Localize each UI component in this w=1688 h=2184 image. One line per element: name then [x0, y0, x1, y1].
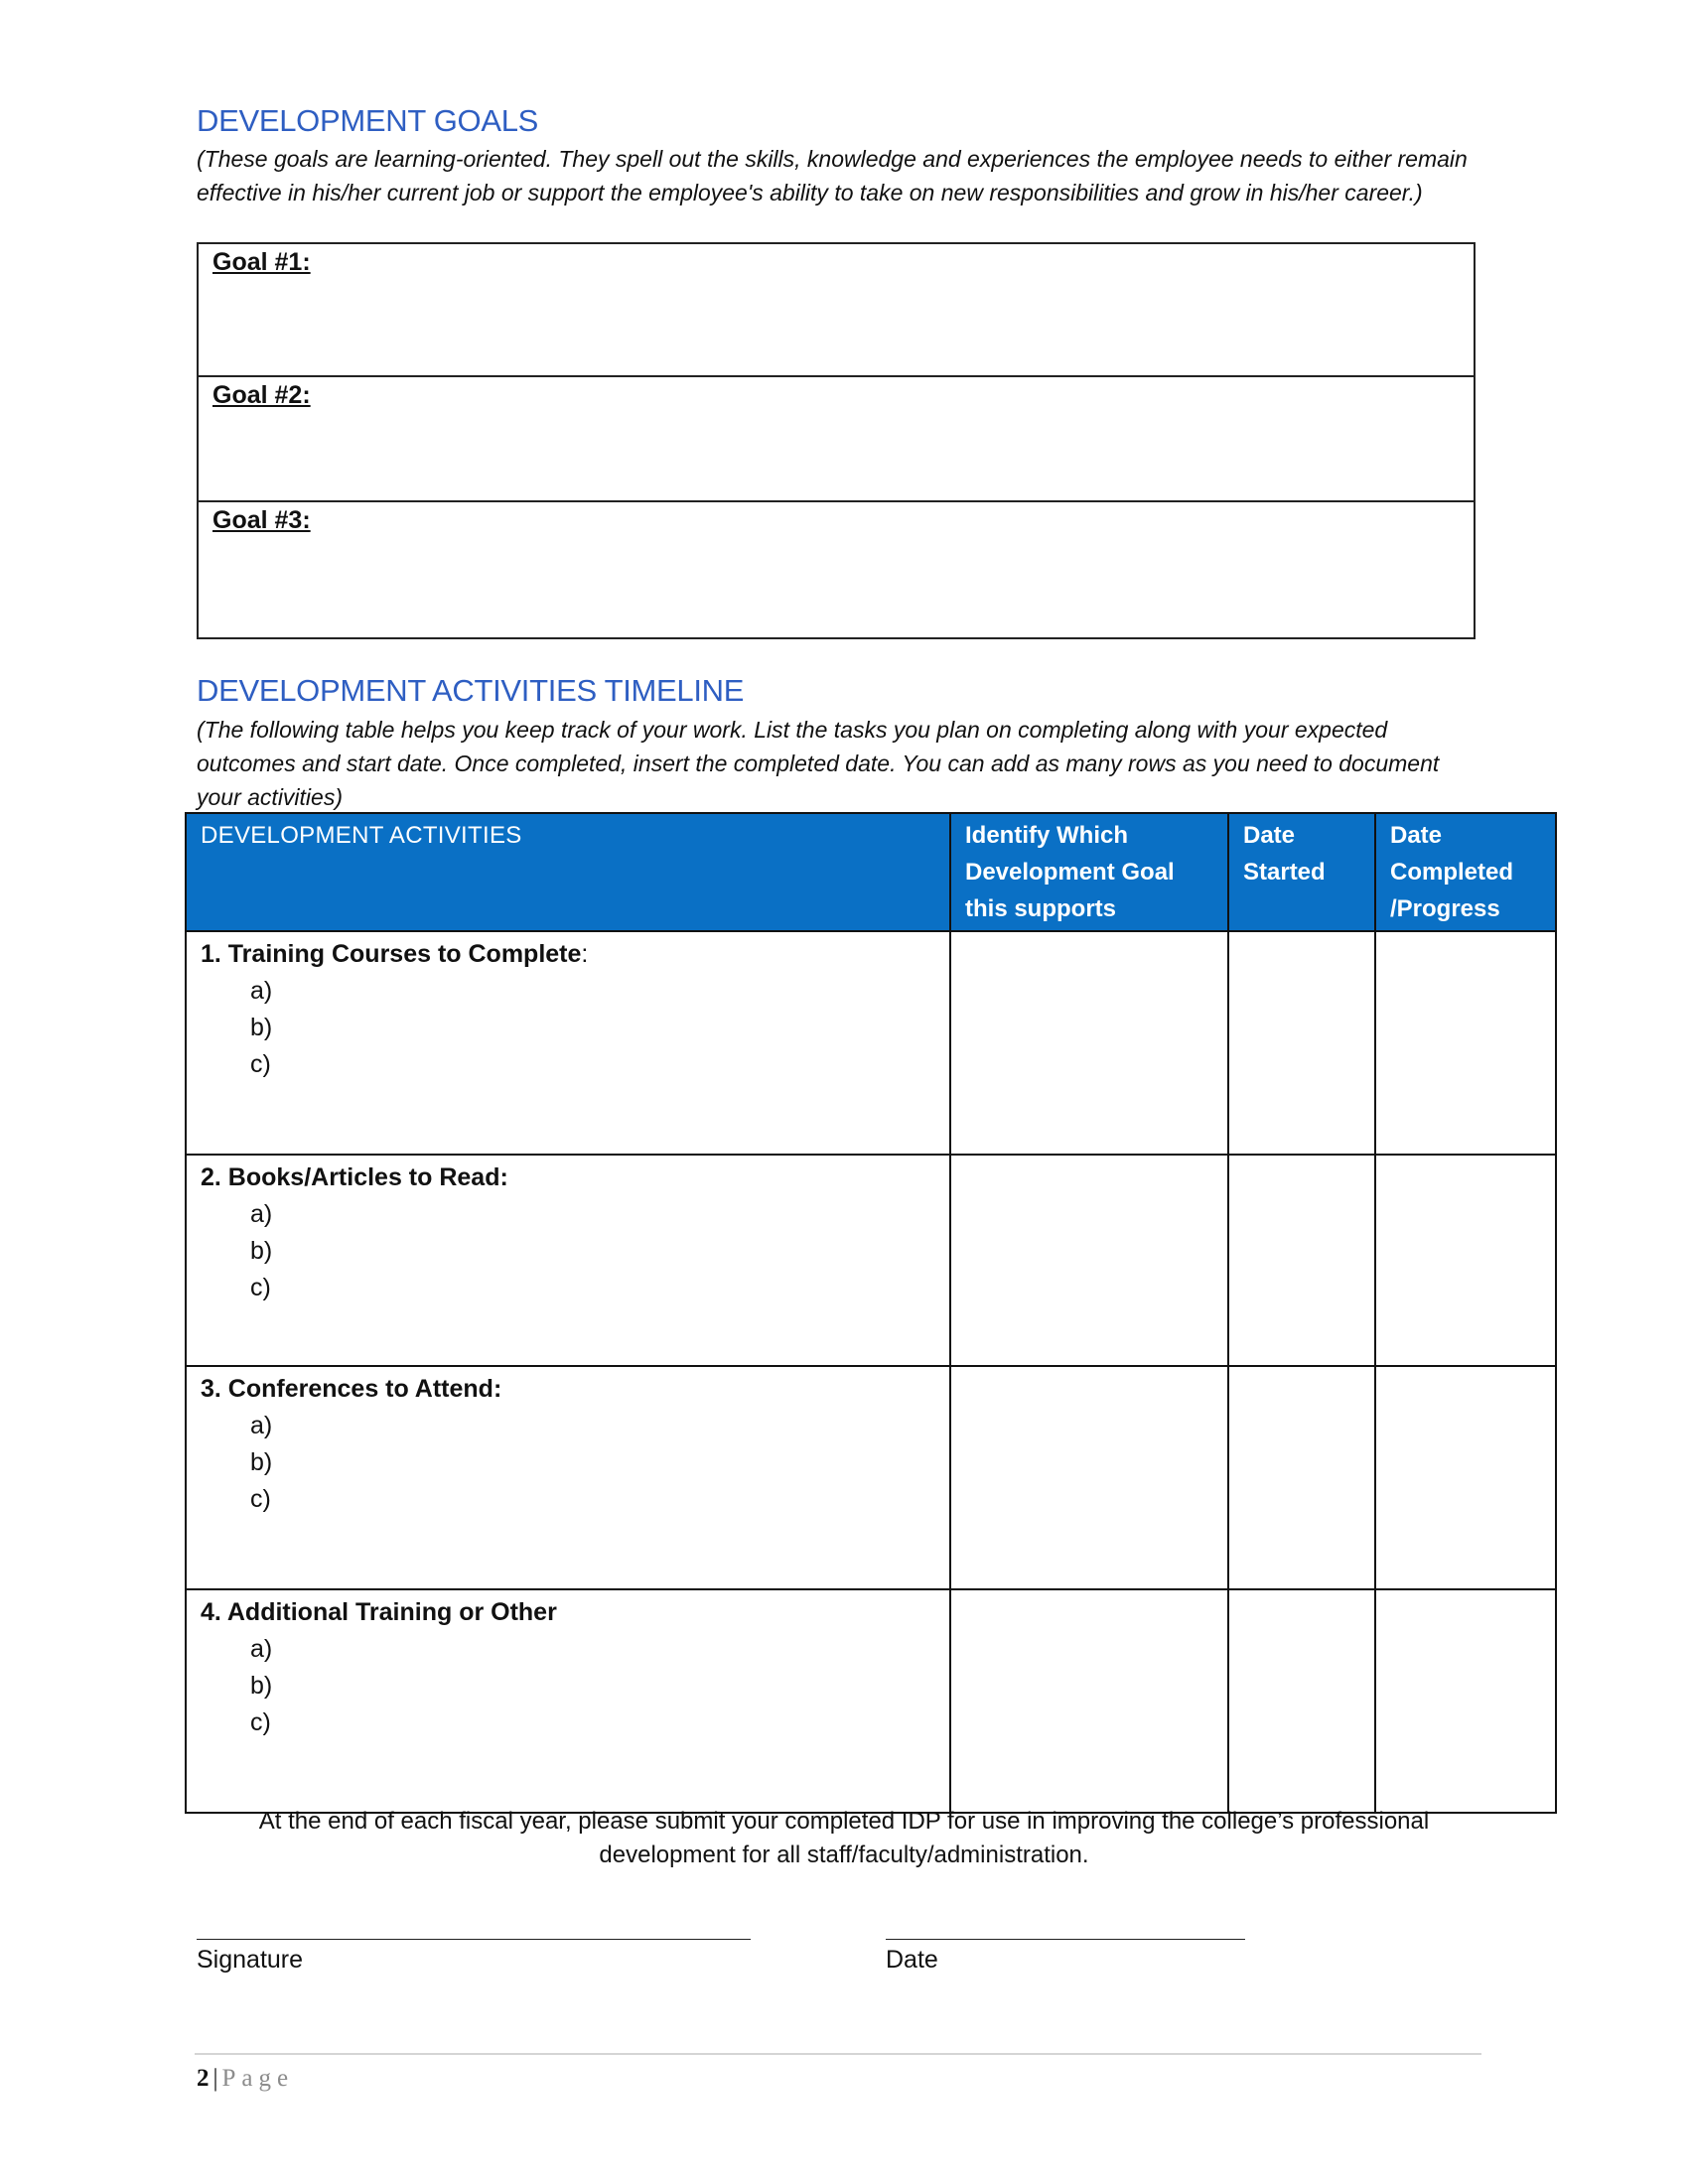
goal-3-field[interactable] [198, 501, 1475, 638]
page-number: 2 [197, 2065, 210, 2092]
date-completed-cell[interactable] [1375, 931, 1556, 1155]
activity-cell[interactable] [186, 1366, 950, 1589]
activity-item-b: b) [250, 1014, 273, 1041]
date-completed-cell[interactable] [1375, 1366, 1556, 1589]
activity-category-suffix: : [581, 940, 589, 968]
activity-item-a: a) [250, 977, 273, 1005]
activity-item-b: b) [250, 1672, 273, 1700]
development-goal-cell[interactable] [950, 1155, 1228, 1366]
date-started-cell[interactable] [1228, 1589, 1375, 1813]
development-goals-intro: (These goals are learning-oriented. They spell out the skills, knowledge and experiences the employee needs to either remain effective in his/her current job or support the employee's ability to take on new responsibilities and grow in his/her career.) [197, 146, 1468, 205]
activities-header-row [186, 813, 1556, 931]
goal-2-field[interactable] [198, 376, 1475, 501]
closing-note: At the end of each fiscal year, please submit your completed IDP for use in improving the college’s professional development for all staff/faculty/administration. [258, 1808, 1430, 1868]
activity-category-label: 3. Conferences to Attend: [201, 1375, 502, 1403]
activity-item-c: c) [250, 1050, 271, 1078]
activity-category [201, 1371, 935, 1408]
column-header-development-goal: Identify Which Development Goal this supports [950, 813, 1228, 931]
activity-row-additional-training [186, 1589, 1556, 1813]
activity-category [201, 1594, 935, 1631]
activity-category-label: 1. Training Courses to Complete [201, 940, 582, 968]
column-header-date-started: Date Started [1228, 813, 1375, 931]
signature-label: Signature [197, 1946, 304, 1974]
activity-item-c: c) [250, 1274, 271, 1301]
development-goal-cell[interactable] [950, 931, 1228, 1155]
activity-category-label: 2. Books/Articles to Read: [201, 1163, 508, 1191]
activity-item-c: c) [250, 1708, 271, 1736]
activity-category [201, 936, 935, 973]
activities-timeline-heading: DEVELOPMENT ACTIVITIES TIMELINE [197, 673, 745, 708]
activity-item-c: c) [250, 1485, 271, 1513]
footer-divider [195, 2053, 1481, 2055]
activity-item-a: a) [250, 1200, 273, 1228]
date-started-cell[interactable] [1228, 1155, 1375, 1366]
goal-1-label: Goal #1: [212, 248, 311, 276]
goal-1-field[interactable] [198, 243, 1475, 376]
activity-item-b: b) [250, 1448, 273, 1476]
activities-timeline-intro: (The following table helps you keep track of your work. List the tasks you plan on completing along with your expected outcomes and start date. Once completed, insert the completed date. You can add as many rows as you need to document your activities) [197, 717, 1440, 810]
page-footer [197, 2065, 294, 2093]
activity-item-a: a) [250, 1412, 273, 1439]
goal-3-label: Goal #3: [212, 506, 311, 534]
activity-cell[interactable] [186, 1589, 950, 1813]
activity-row-training-courses [186, 931, 1556, 1155]
page-word: Page [221, 2065, 295, 2092]
date-line[interactable] [886, 1939, 1245, 1940]
goal-row [198, 243, 1475, 376]
activity-row-books-articles [186, 1155, 1556, 1366]
goal-row [198, 376, 1475, 501]
signature-line[interactable] [197, 1939, 751, 1940]
column-header-date-completed: Date Completed /Progress [1375, 813, 1556, 931]
date-started-cell[interactable] [1228, 931, 1375, 1155]
goal-row [198, 501, 1475, 638]
goal-2-label: Goal #2: [212, 381, 311, 409]
activity-cell[interactable] [186, 1155, 950, 1366]
development-goal-cell[interactable] [950, 1589, 1228, 1813]
activity-row-conferences [186, 1366, 1556, 1589]
development-goal-cell[interactable] [950, 1366, 1228, 1589]
activity-item-a: a) [250, 1635, 273, 1663]
activity-cell[interactable] [186, 931, 950, 1155]
goals-table [197, 242, 1476, 639]
activities-table [185, 812, 1557, 1814]
column-header-development-activities: DEVELOPMENT ACTIVITIES [186, 813, 950, 931]
date-label: Date [886, 1946, 938, 1974]
activity-item-b: b) [250, 1237, 273, 1265]
page-separator: | [212, 2065, 218, 2092]
date-completed-cell[interactable] [1375, 1589, 1556, 1813]
activity-category [201, 1160, 935, 1196]
date-completed-cell[interactable] [1375, 1155, 1556, 1366]
development-goals-heading: DEVELOPMENT GOALS [197, 103, 539, 138]
date-started-cell[interactable] [1228, 1366, 1375, 1589]
activity-category-label: 4. Additional Training or Other [201, 1598, 557, 1626]
